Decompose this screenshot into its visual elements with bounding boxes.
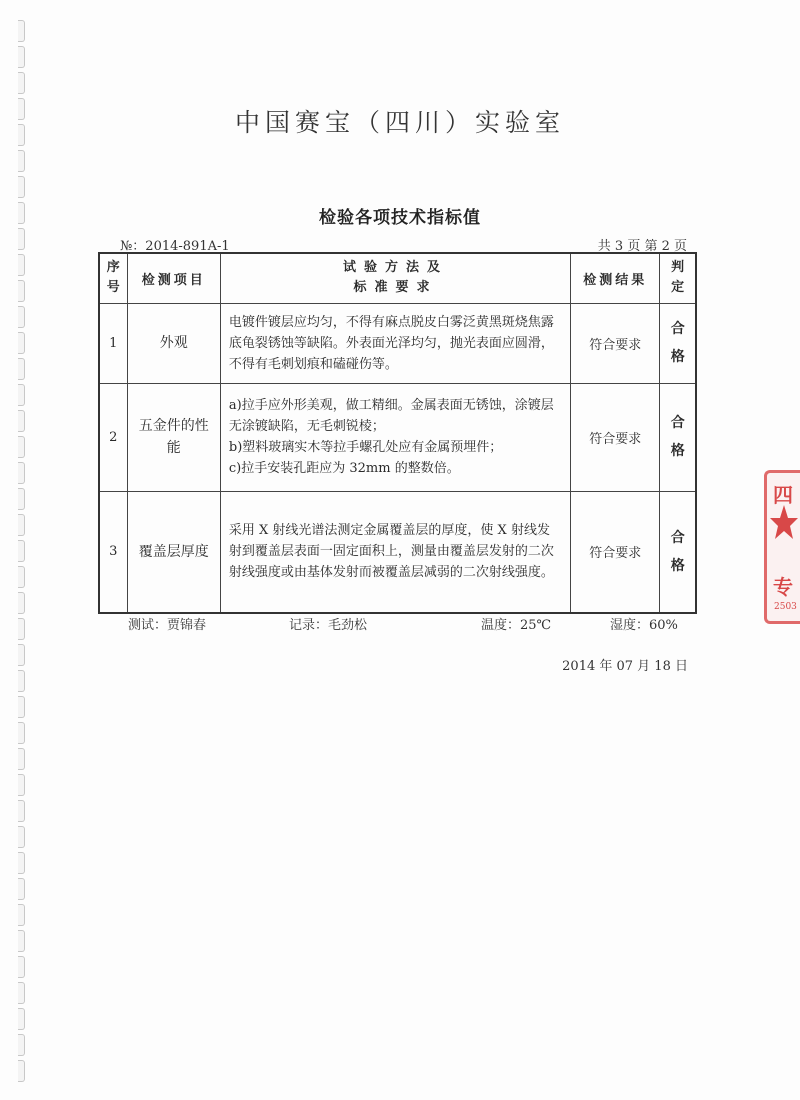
binding-hole: [18, 514, 25, 536]
row-seq: 2: [99, 383, 127, 491]
header-item: 检测项目: [127, 253, 220, 303]
recorder: 记录：毛劲松: [289, 618, 368, 633]
seal-star-icon: [769, 503, 799, 543]
binding-hole: [18, 696, 25, 718]
row-verdict: 合 格: [660, 383, 696, 491]
table-row: [99, 303, 696, 383]
binding-hole: [18, 982, 25, 1004]
temperature: 温度：25℃: [481, 618, 552, 633]
table-header-row: [99, 253, 696, 303]
row-verdict: 合 格: [660, 491, 696, 613]
binding-hole: [18, 644, 25, 666]
row-method: 电镀件镀层应均匀，不得有麻点脱皮白雾泛黄黑斑烧焦露底龟裂锈蚀等缺陷。外表面光泽均匀，抛光表面应圆滑，不得有毛刺划痕和磕碰伤等。: [220, 303, 570, 383]
binding-hole: [18, 384, 25, 406]
binding-hole: [18, 306, 25, 328]
binding-hole: [18, 800, 25, 822]
table-row: [99, 491, 696, 613]
seal-char: 四: [773, 483, 793, 507]
header-result: 检测结果: [571, 253, 660, 303]
binding-hole: [18, 592, 25, 614]
binding-hole: [18, 488, 25, 510]
binding-hole: [18, 852, 25, 874]
binding-hole: [18, 878, 25, 900]
row-seq: 3: [99, 491, 127, 613]
binding-hole: [18, 462, 25, 484]
binding-hole: [18, 332, 25, 354]
binding-hole: [18, 20, 25, 42]
document-number: №：2014-891A-1: [120, 239, 230, 254]
binding-hole: [18, 1008, 25, 1030]
row-item: 覆盖层厚度: [127, 491, 220, 613]
seal-char: 专: [773, 575, 793, 599]
binding-hole: [18, 254, 25, 276]
binding-hole: [18, 566, 25, 588]
table-row: [99, 383, 696, 491]
document-title: 检验各项技术指标值: [319, 208, 481, 228]
binding-hole: [18, 748, 25, 770]
binding-holes: [18, 20, 30, 1080]
binding-hole: [18, 436, 25, 458]
binding-hole: [18, 826, 25, 848]
header-seq: 序 号: [99, 253, 127, 303]
row-method: a)拉手应外形美观，做工精细。金属表面无锈蚀，涂镀层无涂镀缺陷，无毛刺锐棱； b)塑料玻璃实木等拉手螺孔处应有金属预埋件； c)拉手安装孔距应为 32mm 的整数倍。: [220, 383, 570, 491]
binding-hole: [18, 72, 25, 94]
binding-hole: [18, 280, 25, 302]
row-result: 符合要求: [571, 491, 660, 613]
binding-hole: [18, 46, 25, 68]
tester: 测试：贾锦春: [128, 618, 207, 633]
binding-hole: [18, 1060, 25, 1082]
binding-hole: [18, 774, 25, 796]
row-item: 外观: [127, 303, 220, 383]
binding-hole: [18, 930, 25, 952]
row-result: 符合要求: [571, 383, 660, 491]
row-seq: 1: [99, 303, 127, 383]
header-method: 试验方法及 标准要求: [220, 253, 570, 303]
official-seal: [764, 470, 800, 624]
binding-hole: [18, 956, 25, 978]
header-verdict: 判 定: [660, 253, 696, 303]
seal-number: 2503: [774, 602, 797, 612]
binding-hole: [18, 358, 25, 380]
row-item: 五金件的性能: [127, 383, 220, 491]
binding-hole: [18, 540, 25, 562]
report-date: 2014 年 07 月 18 日: [562, 659, 688, 674]
row-method: 采用 X 射线光谱法测定金属覆盖层的厚度，使 X 射线发射到覆盖层表面一固定面积上，测量由覆盖层发射的二次射线强度或由基体发射而被覆盖层减弱的二次射线强度。: [220, 491, 570, 613]
binding-hole: [18, 1034, 25, 1056]
row-result: 符合要求: [571, 303, 660, 383]
row-verdict: 合 格: [660, 303, 696, 383]
binding-hole: [18, 618, 25, 640]
binding-hole: [18, 410, 25, 432]
binding-hole: [18, 670, 25, 692]
binding-hole: [18, 722, 25, 744]
binding-hole: [18, 904, 25, 926]
binding-hole: [18, 176, 25, 198]
page-count: 共 3 页 第 2 页: [597, 239, 687, 254]
lab-title: 中国赛宝（四川）实验室: [234, 108, 565, 137]
humidity: 湿度：60%: [610, 618, 678, 633]
binding-hole: [18, 228, 25, 250]
inspection-table: [98, 252, 697, 614]
binding-hole: [18, 150, 25, 172]
